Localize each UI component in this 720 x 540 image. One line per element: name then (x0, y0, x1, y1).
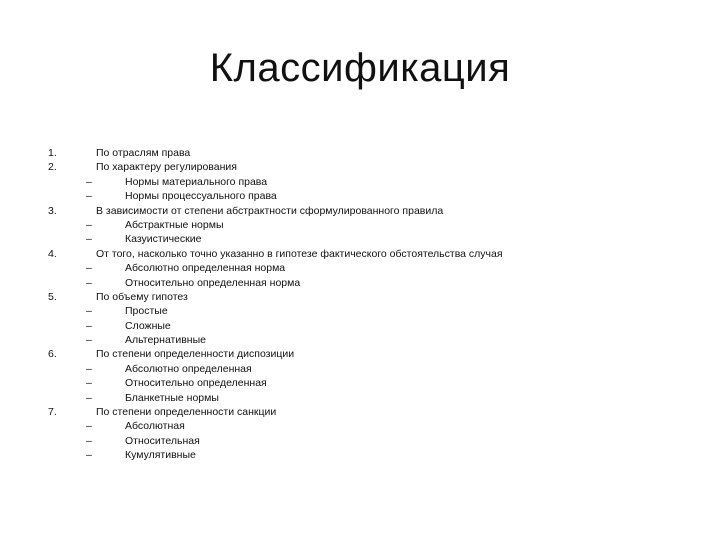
sub-list-item (0, 376, 720, 390)
dash-bullet: – (86, 434, 92, 447)
sub-list-item (0, 333, 720, 347)
dash-bullet: – (86, 319, 92, 332)
sub-item-label: Простые (125, 305, 168, 318)
sub-list-item (0, 319, 720, 333)
dash-bullet: – (86, 233, 92, 246)
sub-list-item (0, 434, 720, 448)
item-label: В зависимости от степени абстрактности сформулированного правила (96, 204, 444, 217)
list-item (0, 247, 720, 261)
dash-bullet: – (86, 175, 92, 188)
sub-list-item (0, 218, 720, 232)
sub-list-item (0, 175, 720, 189)
dash-bullet: – (86, 262, 92, 275)
dash-bullet: – (86, 377, 92, 390)
sub-list-item (0, 448, 720, 462)
sub-item-label: Абсолютно определенная (125, 362, 252, 375)
sub-list-item (0, 304, 720, 318)
sub-list-item (0, 419, 720, 433)
sub-item-label: Нормы процессуального права (125, 190, 277, 203)
dash-bullet: – (86, 391, 92, 404)
sub-item-label: Относительная (125, 434, 200, 447)
sub-item-label: Относительно определенная норма (125, 276, 301, 289)
list-item (0, 290, 720, 304)
list-item (0, 160, 720, 174)
item-label: По отраслям права (96, 147, 191, 159)
sub-item-label: Абсолютная (125, 420, 185, 433)
item-number: 7. (48, 406, 57, 419)
sub-list-item (0, 261, 720, 275)
sub-item-label: Абстрактные нормы (125, 218, 224, 231)
sub-item-label: Казуистические (125, 233, 202, 246)
sub-list-item (0, 232, 720, 246)
list-item (0, 146, 720, 160)
item-number: 4. (48, 247, 57, 260)
slide-title: Классификация (209, 46, 511, 90)
list-item (0, 405, 720, 419)
sub-item-label: Нормы материального права (125, 175, 268, 188)
item-number: 5. (48, 290, 57, 303)
sub-item-label: Абсолютно определенная норма (125, 262, 286, 275)
dash-bullet: – (86, 334, 92, 347)
item-label: По степени определенности диспозиции (96, 348, 295, 361)
item-number: 2. (48, 161, 57, 174)
item-label: По степени определенности санкции (96, 406, 277, 419)
sub-item-label: Альтернативные (125, 334, 206, 347)
sub-list-item (0, 276, 720, 290)
dash-bullet: – (86, 449, 92, 462)
item-number: 3. (48, 204, 57, 217)
item-number: 1. (48, 147, 57, 159)
list-item (0, 347, 720, 361)
sub-list-item (0, 189, 720, 203)
dash-bullet: – (86, 218, 92, 231)
item-number: 6. (48, 348, 57, 361)
list-item (0, 204, 720, 218)
sub-item-label: Относительно определенная (125, 377, 267, 390)
item-label: От того, насколько точно указанно в гипотезе фактического обстоятельства случая (96, 247, 503, 260)
sub-item-label: Бланкетные нормы (125, 391, 219, 404)
dash-bullet: – (86, 305, 92, 318)
item-label: По характеру регулирования (96, 161, 237, 174)
sub-list-item (0, 391, 720, 405)
dash-bullet: – (86, 362, 92, 375)
dash-bullet: – (86, 276, 92, 289)
classification-list (0, 146, 720, 463)
item-label: По объему гипотез (96, 290, 188, 303)
sub-list-item (0, 362, 720, 376)
dash-bullet: – (86, 420, 92, 433)
dash-bullet: – (86, 190, 92, 203)
sub-item-label: Сложные (125, 319, 171, 332)
sub-item-label: Кумулятивные (125, 449, 196, 462)
